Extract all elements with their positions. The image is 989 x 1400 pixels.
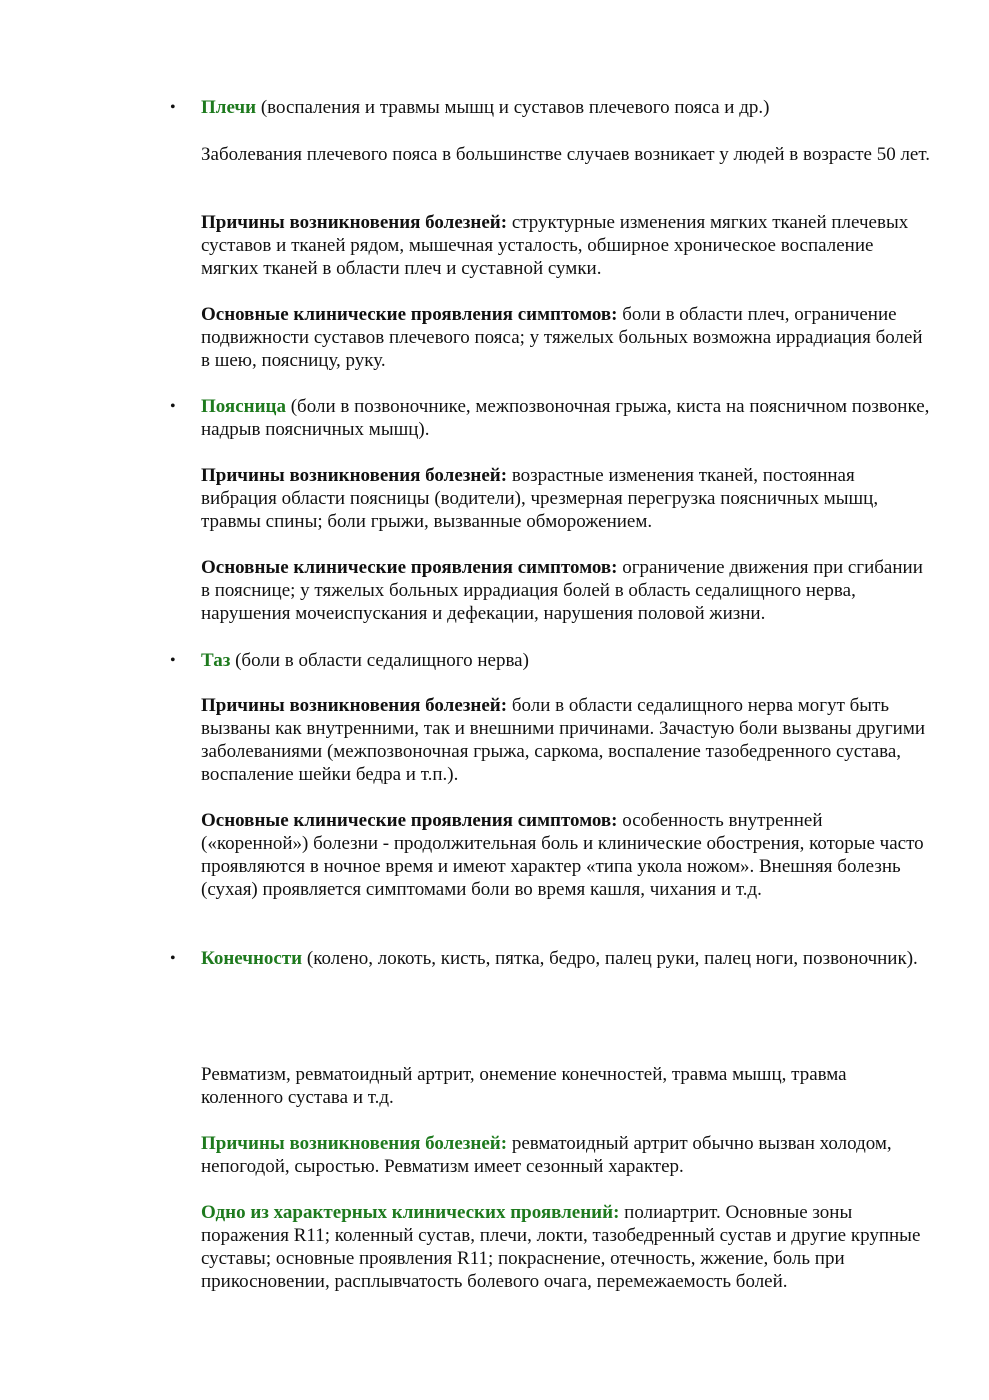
section-heading-shoulders — [201, 96, 931, 119]
section-title: Таз — [201, 650, 231, 671]
symptoms-paragraph — [201, 1201, 931, 1293]
bullet-icon: • — [170, 398, 176, 415]
causes-paragraph — [201, 464, 931, 533]
section-title-rest: (воспаления и травмы мышц и суставов плечевого пояса и др.) — [256, 97, 770, 118]
causes-paragraph — [201, 694, 931, 786]
symptoms-label: Одно из характерных клинических проявлений: — [201, 1202, 620, 1223]
symptoms-text: полиартрит. Основные зоны поражения R11; коленный сустав, плечи, локти, тазобедренный сустав и другие крупные суставы; основные проявления R11; покраснение, отечность, жжение, боль при прикосновении, расплывчатость болевого очага, перемежаемость болей. — [201, 1202, 921, 1292]
section-heading-pelvis — [201, 649, 931, 672]
causes-label: Причины возникновения болезней: — [201, 212, 508, 233]
causes-text: ревматоидный артрит обычно вызван холодом, непогодой, сыростью. Ревматизм имеет сезонный характер. — [201, 1133, 892, 1177]
symptoms-text: ограничение движения при сгибании в пояснице; у тяжелых больных иррадиация болей в область седалищного нерва, нарушения мочеиспускания и дефекации, нарушения половой жизни. — [201, 557, 923, 624]
causes-paragraph — [201, 211, 931, 280]
section-title-rest: (боли в области седалищного нерва) — [230, 650, 529, 671]
bullet-icon: • — [170, 99, 176, 116]
symptoms-label: Основные клинические проявления симптомов: — [201, 304, 618, 325]
section-title: Поясница — [201, 396, 286, 417]
section-title-rest: (боли в позвоночнике, межпозвоночная грыжа, киста на поясничном позвонке, надрыв поясничных мышц). — [201, 396, 930, 440]
bullet-icon: • — [170, 652, 176, 669]
causes-text: возрастные изменения тканей, постоянная вибрация области поясницы (водители), чрезмерная перегрузка поясничных мышц, травмы спины; боли грыжи, вызванные обморожением. — [201, 465, 879, 532]
section-title: Плечи — [201, 97, 257, 118]
symptoms-paragraph — [201, 809, 931, 901]
section-title-rest: (колено, локоть, кисть, пятка, бедро, палец руки, палец ноги, позвоночник). — [302, 948, 918, 969]
symptoms-text: боли в области плеч, ограничение подвижности суставов плечевого пояса; у тяжелых больных возможна иррадиация болей в шею, поясницу, руку. — [201, 304, 923, 371]
section-intro: Ревматизм, ревматоидный артрит, онемение конечностей, травма мышц, травма коленного сустава и т.д. — [201, 1064, 847, 1108]
section-heading-limbs — [201, 947, 931, 970]
causes-label: Причины возникновения болезней: — [201, 465, 508, 486]
symptoms-label: Основные клинические проявления симптомов: — [201, 810, 618, 831]
section-heading-lower-back — [201, 395, 931, 441]
causes-text: структурные изменения мягких тканей плечевых суставов и тканей рядом, мышечная усталость, обширное хроническое воспаление мягких тканей в области плеч и суставной сумки. — [201, 212, 909, 279]
symptoms-label: Основные клинические проявления симптомов: — [201, 557, 618, 578]
causes-label: Причины возникновения болезней: — [201, 1133, 508, 1154]
symptoms-text: особенность внутренней («коренной») болезни - продолжительная боль и клинические обострения, которые часто проявляются в ночное время и имеют характер «типа укола ножом». Внешняя болезнь (сухая) проявляется симптомами боли во время кашля, чихания и т.д. — [201, 810, 924, 900]
symptoms-paragraph — [201, 556, 931, 625]
causes-text: боли в области седалищного нерва могут быть вызваны как внутренними, так и внешними причинами. Зачастую боли вызваны другими заболеваниями (межпозвоночная грыжа, саркома, воспаление тазобедренного сустава, воспаление шейки бедра и т.п.). — [201, 695, 926, 785]
symptoms-paragraph — [201, 303, 931, 372]
causes-paragraph — [201, 1132, 931, 1178]
bullet-icon: • — [170, 950, 176, 967]
section-intro: Заболевания плечевого пояса в большинстве случаев возникает у людей в возрасте 50 лет. — [201, 144, 930, 165]
causes-label: Причины возникновения болезней: — [201, 695, 508, 716]
section-title: Конечности — [201, 948, 303, 969]
